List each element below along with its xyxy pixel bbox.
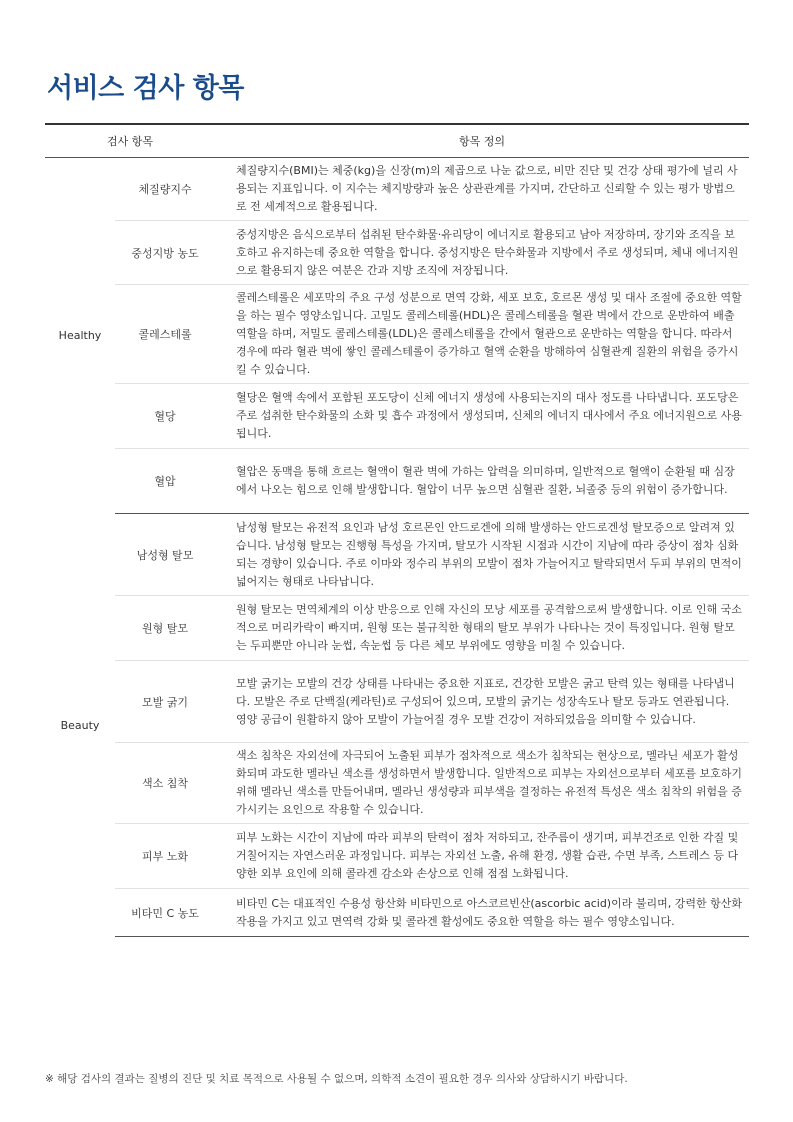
table-header-row [45, 124, 749, 158]
table-row [45, 449, 749, 514]
item-definition: 혈당은 혈액 속에서 포함된 포도당이 신체 에너지 생성에 사용되는지의 대사 정도를 나타냅니다. 포도당은 주로 섭취한 탄수화물의 소화 및 흡수 과정에서 생성되며, 신체의 에너지 대사에서 주요 에너지원으로 사용됩니다. [215, 384, 749, 449]
table-row [45, 285, 749, 384]
page-title: 서비스 검사 항목 [47, 73, 244, 104]
item-definition: 색소 침착은 자외선에 자극되어 노출된 피부가 점차적으로 색소가 침착되는 현상으로, 멜라닌 세포가 활성화되며 과도한 멜라닌 색소를 생성하면서 발생합니다. 일반적으로 피부는 자외선으로부터 세포를 보호하기 위해 멜라닌 색소를 만들어내며, 멜라닌 생성량과 피부색을 결정하는 유전적 특성은 색소 침착의 위험을 증가시키는 요인으로 작용할 수 있습니다. [215, 743, 749, 824]
item-name: 혈당 [115, 384, 215, 449]
table-row [45, 221, 749, 285]
item-name: 비타민 C 농도 [115, 889, 215, 937]
category-healthy: Healthy [58, 329, 102, 343]
item-name: 체질량지수 [115, 158, 215, 221]
test-items-table [45, 123, 749, 937]
item-name: 혈압 [115, 449, 215, 514]
item-definition: 혈압은 동맥을 통해 흐르는 혈액이 혈관 벽에 가하는 압력을 의미하며, 일반적으로 혈액이 순환될 때 심장에서 나오는 힘으로 인해 발생합니다. 혈압이 너무 높으면 심혈관 질환, 뇌졸중 등의 위험이 증가합니다. [215, 449, 749, 514]
item-name: 피부 노화 [115, 824, 215, 889]
table-row [45, 824, 749, 889]
item-definition: 남성형 탈모는 유전적 요인과 남성 호르몬인 안드로겐에 의해 발생하는 안드로겐성 탈모증으로 알려져 있습니다. 남성형 탈모는 진행형 특성을 가지며, 탈모가 시작된 시점과 시간이 지남에 따라 증상이 점차 심화되는 경향이 있습니다. 주로 이마와 정수리 부위의 모발이 점차 가늘어지고 탈락되면서 두피 부위의 면적이 넓어지는 형태로 나타납니다. [215, 514, 749, 596]
item-definition: 원형 탈모는 면역체계의 이상 반응으로 인해 자신의 모낭 세포를 공격함으로써 발생합니다. 이로 인해 국소적으로 머리카락이 빠지며, 원형 또는 불규칙한 형태의 탈모 부위가 나타나는 것이 특징입니다. 원형 탈모는 두피뿐만 아니라 눈썹, 속눈썹 등 다른 체모 부위에도 영향을 미칠 수 있습니다. [215, 596, 749, 661]
item-name: 모발 굵기 [115, 661, 215, 743]
item-name: 콜레스테롤 [115, 285, 215, 384]
table-row [45, 743, 749, 824]
item-definition: 콜레스테롤은 세포막의 주요 구성 성분으로 면역 강화, 세포 보호, 호르몬 생성 및 대사 조절에 중요한 역할을 하는 필수 영양소입니다. 고밀도 콜레스테롤(HDL)은 콜레스테롤을 혈관 벽에서 간으로 운반하여 배출 역할을 하며, 저밀도 콜레스테롤(LDL)은 콜레스테롤을 간에서 혈관으로 운반하는 역할을 합니다. 따라서 경우에 따라 혈관 벽에 쌓인 콜레스테롤이 증가하고 혈액 순환을 방해하여 심혈관계 질환의 위험을 증가시킬 수 있습니다. [215, 285, 749, 384]
table-row [45, 889, 749, 937]
item-definition: 비타민 C는 대표적인 수용성 항산화 비타민으로 아스코르빈산(ascorbic acid)이라 불리며, 강력한 항산화 작용을 가지고 있고 면역력 강화 및 콜라겐 활성에도 중요한 역할을 하는 필수 영양소입니다. [215, 889, 749, 937]
item-definition: 중성지방은 음식으로부터 섭취된 탄수화물·유리당이 에너지로 활용되고 남아 저장하며, 장기와 조직을 보호하고 유지하는데 중요한 역할을 합니다. 중성지방은 탄수화물과 지방에서 주로 생성되며, 체내 에너지원으로 활용되지 않은 여분은 간과 지방 조직에 저장됩니다. [215, 221, 749, 285]
table-row [45, 384, 749, 449]
table-row [45, 661, 749, 743]
item-definition: 모발 굵기는 모발의 건강 상태를 나타내는 중요한 지표로, 건강한 모발은 굵고 탄력 있는 형태를 나타냅니다. 모발은 주로 단백질(케라틴)로 구성되어 있으며, 모발의 굵기는 성장속도나 탈모 등과도 연관됩니다. 영양 공급이 원활하지 않아 모발이 가늘어질 경우 모발 건강이 저하되었음을 의미할 수 있습니다. [215, 661, 749, 743]
item-name: 남성형 탈모 [115, 514, 215, 596]
item-definition: 체질량지수(BMI)는 체중(kg)을 신장(m)의 제곱으로 나눈 값으로, 비만 진단 및 건강 상태 평가에 널리 사용되는 지표입니다. 이 지수는 체지방량과 높은 상관관계를 가지며, 간단하고 신뢰할 수 있는 평가 방법으로 전 세계적으로 활용됩니다. [215, 158, 749, 221]
category-beauty: Beauty [60, 718, 100, 732]
table-row [45, 596, 749, 661]
item-name: 색소 침착 [115, 743, 215, 824]
header-item-definition: 항목 정의 [215, 124, 749, 158]
table-row [45, 514, 749, 596]
header-test-item: 검사 항목 [45, 124, 215, 158]
item-name: 원형 탈모 [115, 596, 215, 661]
table-row [45, 158, 749, 221]
item-definition: 피부 노화는 시간이 지남에 따라 피부의 탄력이 점차 저하되고, 잔주름이 생기며, 피부건조로 인한 각질 및 거칠어지는 자연스러운 과정입니다. 피부는 자외선 노출, 유해 환경, 생활 습관, 수면 부족, 스트레스 등 다양한 외부 요인에 의해 콜라겐 감소와 손상으로 인해 점점 노화됩니다. [215, 824, 749, 889]
disclaimer-footnote: ※ 해당 검사의 결과는 질병의 진단 및 치료 목적으로 사용될 수 없으며, 의학적 소견이 필요한 경우 의사와 상담하시기 바랍니다. [45, 1073, 628, 1085]
item-name: 중성지방 농도 [115, 221, 215, 285]
